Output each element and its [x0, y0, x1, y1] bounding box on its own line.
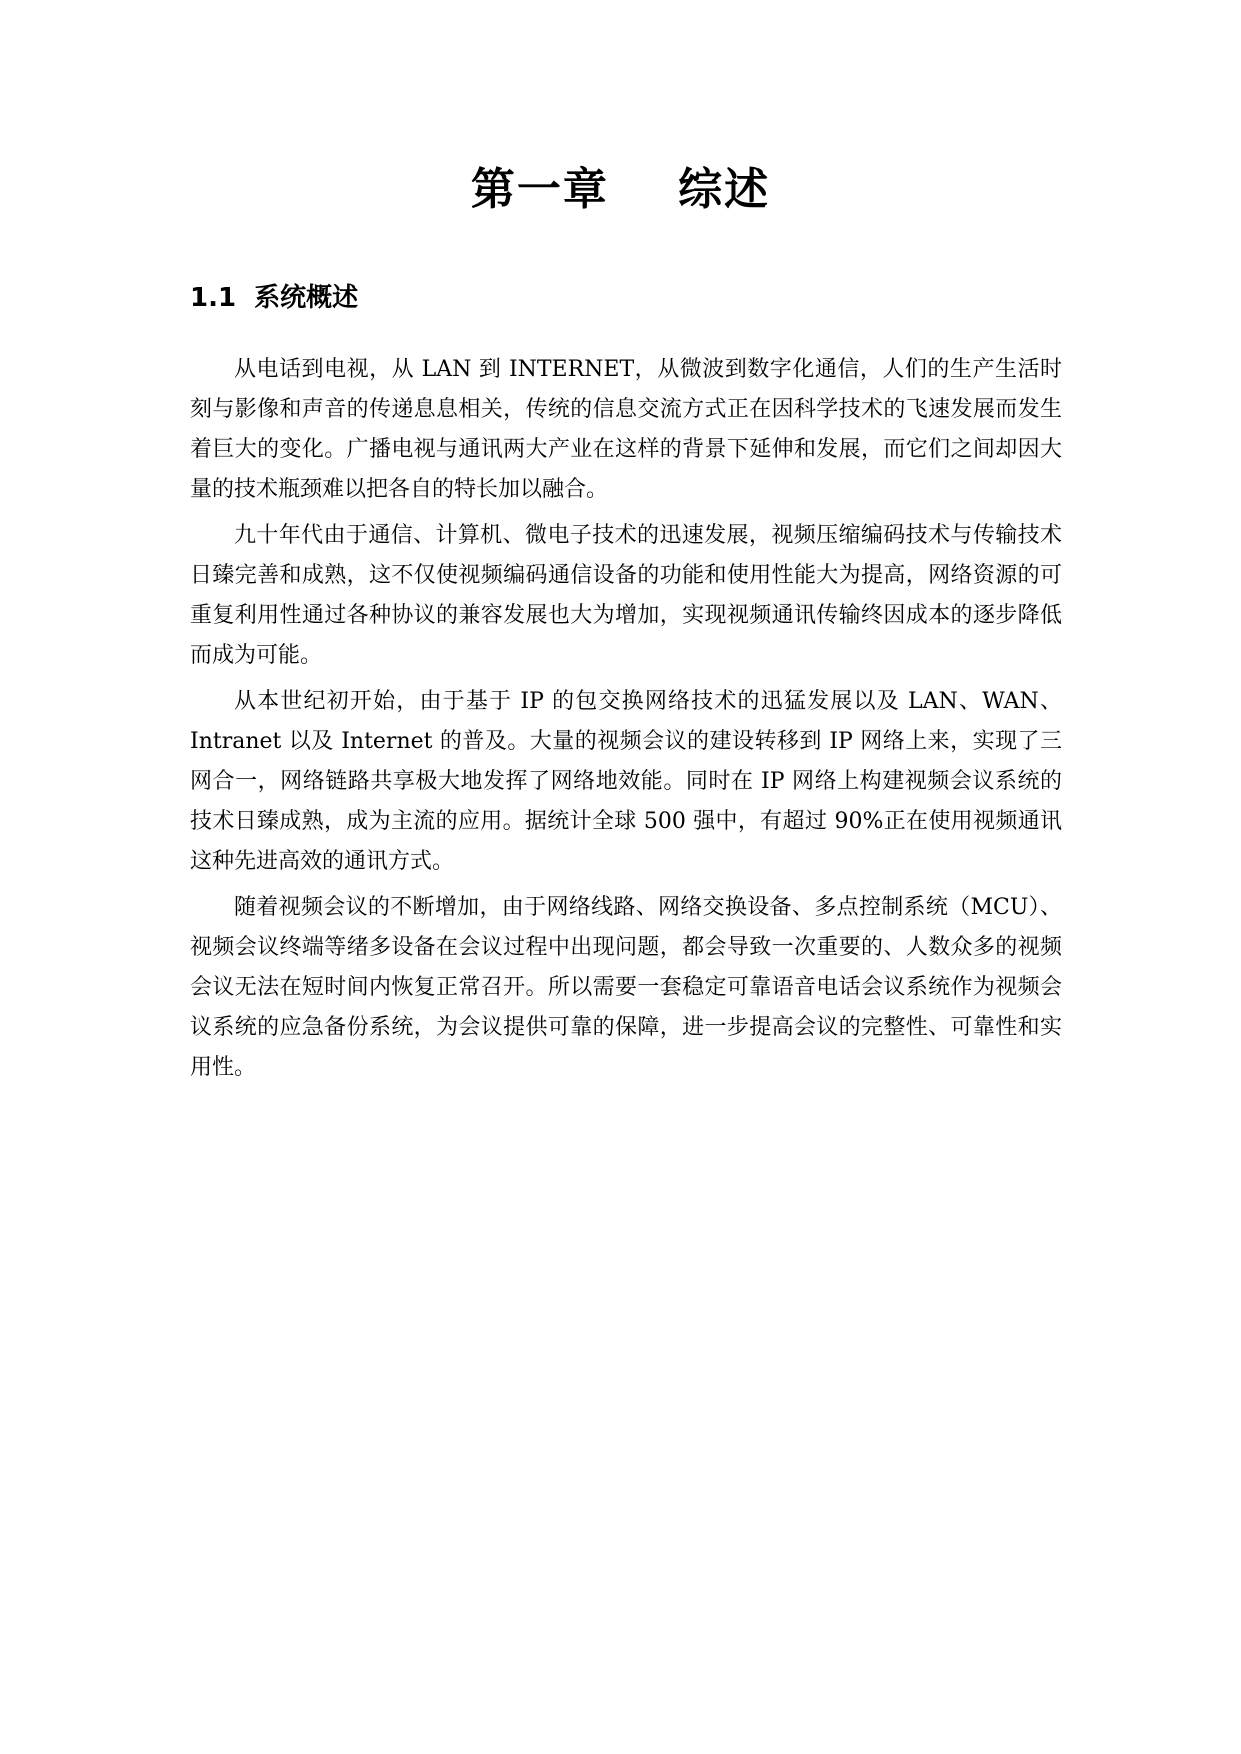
body-text	[190, 350, 1062, 1094]
paragraph: 随着视频会议的不断增加，由于网络线路、网络交换设备、多点控制系统（MCU）、视频会议终端等绪多设备在会议过程中出现问题，都会导致一次重要的、人数众多的视频会议无法在短时间内恢复正常召开。所以需要一套稳定可靠语音电话会议系统作为视频会议系统的应急备份系统，为会议提供可靠的保障，进一步提高会议的完整性、可靠性和实用性。	[190, 895, 1062, 1080]
chapter-title: 第一章 综述	[470, 164, 771, 215]
paragraph: 九十年代由于通信、计算机、微电子技术的迅速发展，视频压缩编码技术与传输技术日臻完善和成熟，这不仅使视频编码通信设备的功能和使用性能大为提高，网络资源的可重复利用性通过各种协议的兼容发展也大为增加，实现视频通讯传输终因成本的逐步降低而成为可能。	[190, 523, 1062, 668]
paragraph: 从本世纪初开始，由于基于 IP 的包交换网络技术的迅猛发展以及 LAN、WAN、Intranet 以及 Internet 的普及。大量的视频会议的建设转移到 IP 网络上来，实现了三网合一，网络链路共享极大地发挥了网络地效能。同时在 IP 网络上构建视频会议系统的技术日臻成熟，成为主流的应用。据统计全球 500 强中，有超过 90%正在使用视频通讯这种先进高效的通讯方式。	[190, 689, 1062, 874]
section-heading: 1.1 系统概述	[190, 283, 359, 313]
paragraph: 从电话到电视，从 LAN 到 INTERNET，从微波到数字化通信，人们的生产生活时刻与影像和声音的传递息息相关，传统的信息交流方式正在因科学技术的飞速发展而发生着巨大的变化。广播电视与通讯两大产业在这样的背景下延伸和发展，而它们之间却因大量的技术瓶颈难以把各自的特长加以融合。	[190, 357, 1062, 502]
